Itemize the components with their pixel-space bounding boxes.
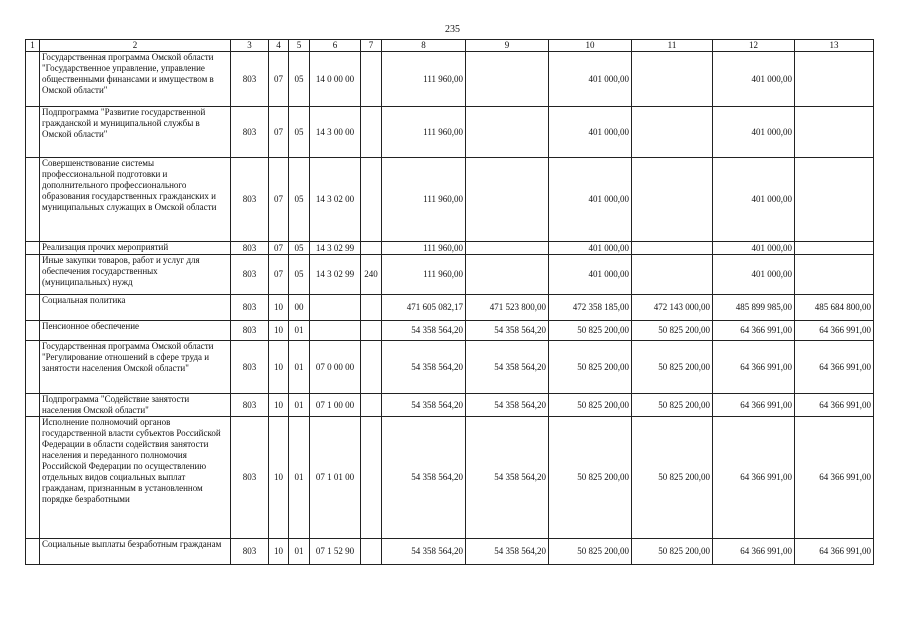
ministry-code: 803 <box>231 52 269 107</box>
amount-col-13: 64 366 991,00 <box>795 539 874 565</box>
row-blank-cell <box>26 295 40 321</box>
subsection-code: 01 <box>289 539 310 565</box>
target-article-code <box>310 295 361 321</box>
amount-col-13: 64 366 991,00 <box>795 341 874 394</box>
expense-type-code <box>361 158 382 242</box>
column-number-10: 10 <box>549 40 632 52</box>
expense-type-code <box>361 394 382 417</box>
row-blank-cell <box>26 341 40 394</box>
ministry-code: 803 <box>231 107 269 158</box>
row-name: Подпрограмма "Содействие занятости населения Омской области" <box>40 394 231 417</box>
table-row <box>26 539 874 565</box>
amount-col-9 <box>466 52 549 107</box>
amount-col-12: 401 000,00 <box>713 242 795 255</box>
amount-col-12: 401 000,00 <box>713 107 795 158</box>
row-name: Социальная политика <box>40 295 231 321</box>
subsection-code: 01 <box>289 417 310 539</box>
target-article-code: 14 3 02 00 <box>310 158 361 242</box>
target-article-code: 14 3 02 99 <box>310 255 361 295</box>
amount-col-8: 54 358 564,20 <box>382 417 466 539</box>
amount-col-11: 472 143 000,00 <box>632 295 713 321</box>
table-row <box>26 255 874 295</box>
amount-col-9: 54 358 564,20 <box>466 539 549 565</box>
amount-col-13 <box>795 107 874 158</box>
amount-col-8: 54 358 564,20 <box>382 539 466 565</box>
amount-col-11 <box>632 158 713 242</box>
table-row <box>26 321 874 341</box>
section-code: 10 <box>269 341 289 394</box>
amount-col-11: 50 825 200,00 <box>632 321 713 341</box>
target-article-code: 07 1 01 00 <box>310 417 361 539</box>
row-blank-cell <box>26 394 40 417</box>
row-name: Подпрограмма "Развитие государственной гражданской и муниципальной службы в Омской области" <box>40 107 231 158</box>
amount-col-10: 50 825 200,00 <box>549 394 632 417</box>
column-number-5: 5 <box>289 40 310 52</box>
amount-col-13 <box>795 242 874 255</box>
column-number-8: 8 <box>382 40 466 52</box>
amount-col-8: 54 358 564,20 <box>382 321 466 341</box>
ministry-code: 803 <box>231 242 269 255</box>
amount-col-13 <box>795 52 874 107</box>
amount-col-10: 50 825 200,00 <box>549 341 632 394</box>
expense-type-code <box>361 341 382 394</box>
row-blank-cell <box>26 417 40 539</box>
section-code: 07 <box>269 158 289 242</box>
amount-col-11 <box>632 107 713 158</box>
section-code: 10 <box>269 394 289 417</box>
amount-col-11 <box>632 52 713 107</box>
amount-col-8: 111 960,00 <box>382 158 466 242</box>
ministry-code: 803 <box>231 255 269 295</box>
amount-col-8: 111 960,00 <box>382 52 466 107</box>
amount-col-12: 64 366 991,00 <box>713 394 795 417</box>
column-number-3: 3 <box>231 40 269 52</box>
amount-col-11: 50 825 200,00 <box>632 394 713 417</box>
amount-col-12: 64 366 991,00 <box>713 341 795 394</box>
subsection-code: 01 <box>289 341 310 394</box>
table-row <box>26 394 874 417</box>
subsection-code: 01 <box>289 394 310 417</box>
target-article-code: 07 1 00 00 <box>310 394 361 417</box>
amount-col-13 <box>795 255 874 295</box>
amount-col-9: 54 358 564,20 <box>466 321 549 341</box>
table-row <box>26 52 874 107</box>
amount-col-10: 50 825 200,00 <box>549 321 632 341</box>
row-blank-cell <box>26 242 40 255</box>
amount-col-8: 111 960,00 <box>382 242 466 255</box>
amount-col-9: 54 358 564,20 <box>466 394 549 417</box>
row-name: Социальные выплаты безработным гражданам <box>40 539 231 565</box>
target-article-code: 07 1 52 90 <box>310 539 361 565</box>
amount-col-9 <box>466 107 549 158</box>
section-code: 07 <box>269 107 289 158</box>
section-code: 10 <box>269 295 289 321</box>
amount-col-10: 401 000,00 <box>549 52 632 107</box>
target-article-code <box>310 321 361 341</box>
subsection-code: 05 <box>289 52 310 107</box>
amount-col-8: 111 960,00 <box>382 255 466 295</box>
amount-col-8: 111 960,00 <box>382 107 466 158</box>
amount-col-9 <box>466 158 549 242</box>
row-blank-cell <box>26 255 40 295</box>
amount-col-11 <box>632 242 713 255</box>
column-number-2: 2 <box>40 40 231 52</box>
column-number-6: 6 <box>310 40 361 52</box>
section-code: 07 <box>269 52 289 107</box>
row-name: Совершенствование системы профессиональной подготовки и дополнительного профессионального образования государственных гражданских и муниципальных служащих в Омской области <box>40 158 231 242</box>
subsection-code: 05 <box>289 158 310 242</box>
amount-col-8: 471 605 082,17 <box>382 295 466 321</box>
column-number-7: 7 <box>361 40 382 52</box>
amount-col-10: 50 825 200,00 <box>549 417 632 539</box>
subsection-code: 05 <box>289 107 310 158</box>
row-name: Государственная программа Омской области "Регулирование отношений в сфере труда и занятости населения Омской области" <box>40 341 231 394</box>
row-blank-cell <box>26 321 40 341</box>
amount-col-9: 54 358 564,20 <box>466 341 549 394</box>
row-name: Реализация прочих мероприятий <box>40 242 231 255</box>
ministry-code: 803 <box>231 295 269 321</box>
amount-col-9 <box>466 242 549 255</box>
amount-col-11: 50 825 200,00 <box>632 417 713 539</box>
amount-col-10: 401 000,00 <box>549 107 632 158</box>
expense-type-code <box>361 295 382 321</box>
budget-table <box>25 39 874 565</box>
ministry-code: 803 <box>231 394 269 417</box>
row-blank-cell <box>26 539 40 565</box>
target-article-code: 14 3 02 99 <box>310 242 361 255</box>
amount-col-10: 472 358 185,00 <box>549 295 632 321</box>
row-name: Государственная программа Омской области "Государственное управление, управление общественными финансами и имуществом в Омской области" <box>40 52 231 107</box>
amount-col-9: 471 523 800,00 <box>466 295 549 321</box>
column-number-1: 1 <box>26 40 40 52</box>
table-row <box>26 295 874 321</box>
amount-col-13: 485 684 800,00 <box>795 295 874 321</box>
subsection-code: 01 <box>289 321 310 341</box>
subsection-code: 00 <box>289 295 310 321</box>
amount-col-12: 401 000,00 <box>713 52 795 107</box>
section-code: 10 <box>269 321 289 341</box>
expense-type-code: 240 <box>361 255 382 295</box>
amount-col-12: 401 000,00 <box>713 158 795 242</box>
target-article-code: 07 0 00 00 <box>310 341 361 394</box>
row-blank-cell <box>26 52 40 107</box>
amount-col-12: 64 366 991,00 <box>713 417 795 539</box>
expense-type-code <box>361 321 382 341</box>
amount-col-13 <box>795 158 874 242</box>
expense-type-code <box>361 242 382 255</box>
page-number: 235 <box>445 24 460 35</box>
amount-col-8: 54 358 564,20 <box>382 394 466 417</box>
amount-col-12: 401 000,00 <box>713 255 795 295</box>
ministry-code: 803 <box>231 417 269 539</box>
amount-col-9: 54 358 564,20 <box>466 417 549 539</box>
amount-col-11: 50 825 200,00 <box>632 341 713 394</box>
subsection-code: 05 <box>289 242 310 255</box>
target-article-code: 14 3 00 00 <box>310 107 361 158</box>
table-row <box>26 341 874 394</box>
amount-col-10: 401 000,00 <box>549 255 632 295</box>
amount-col-10: 401 000,00 <box>549 242 632 255</box>
column-number-9: 9 <box>466 40 549 52</box>
amount-col-10: 401 000,00 <box>549 158 632 242</box>
section-code: 10 <box>269 539 289 565</box>
amount-col-13: 64 366 991,00 <box>795 394 874 417</box>
section-code: 07 <box>269 255 289 295</box>
section-code: 07 <box>269 242 289 255</box>
column-number-11: 11 <box>632 40 713 52</box>
column-number-4: 4 <box>269 40 289 52</box>
amount-col-8: 54 358 564,20 <box>382 341 466 394</box>
target-article-code: 14 0 00 00 <box>310 52 361 107</box>
row-name: Исполнение полномочий органов государственной власти субъектов Российской Федерации в области содействия занятости населения и переданного полномочия Российской Федерации по осуществлению отдельных видов социальных выплат гражданам, признанным в установленном порядке безработными <box>40 417 231 539</box>
row-name: Иные закупки товаров, работ и услуг для обеспечения государственных (муниципальных) нужд <box>40 255 231 295</box>
expense-type-code <box>361 52 382 107</box>
expense-type-code <box>361 417 382 539</box>
amount-col-13: 64 366 991,00 <box>795 321 874 341</box>
amount-col-12: 485 899 985,00 <box>713 295 795 321</box>
amount-col-12: 64 366 991,00 <box>713 321 795 341</box>
ministry-code: 803 <box>231 539 269 565</box>
ministry-code: 803 <box>231 341 269 394</box>
row-blank-cell <box>26 158 40 242</box>
expense-type-code <box>361 107 382 158</box>
table-row <box>26 107 874 158</box>
amount-col-11 <box>632 255 713 295</box>
amount-col-13: 64 366 991,00 <box>795 417 874 539</box>
row-blank-cell <box>26 107 40 158</box>
subsection-code: 05 <box>289 255 310 295</box>
section-code: 10 <box>269 417 289 539</box>
amount-col-11: 50 825 200,00 <box>632 539 713 565</box>
ministry-code: 803 <box>231 158 269 242</box>
amount-col-12: 64 366 991,00 <box>713 539 795 565</box>
column-number-12: 12 <box>713 40 795 52</box>
table-row <box>26 242 874 255</box>
row-name: Пенсионное обеспечение <box>40 321 231 341</box>
ministry-code: 803 <box>231 321 269 341</box>
table-row <box>26 417 874 539</box>
amount-col-9 <box>466 255 549 295</box>
amount-col-10: 50 825 200,00 <box>549 539 632 565</box>
table-row <box>26 158 874 242</box>
column-number-row <box>26 40 874 52</box>
column-number-13: 13 <box>795 40 874 52</box>
expense-type-code <box>361 539 382 565</box>
